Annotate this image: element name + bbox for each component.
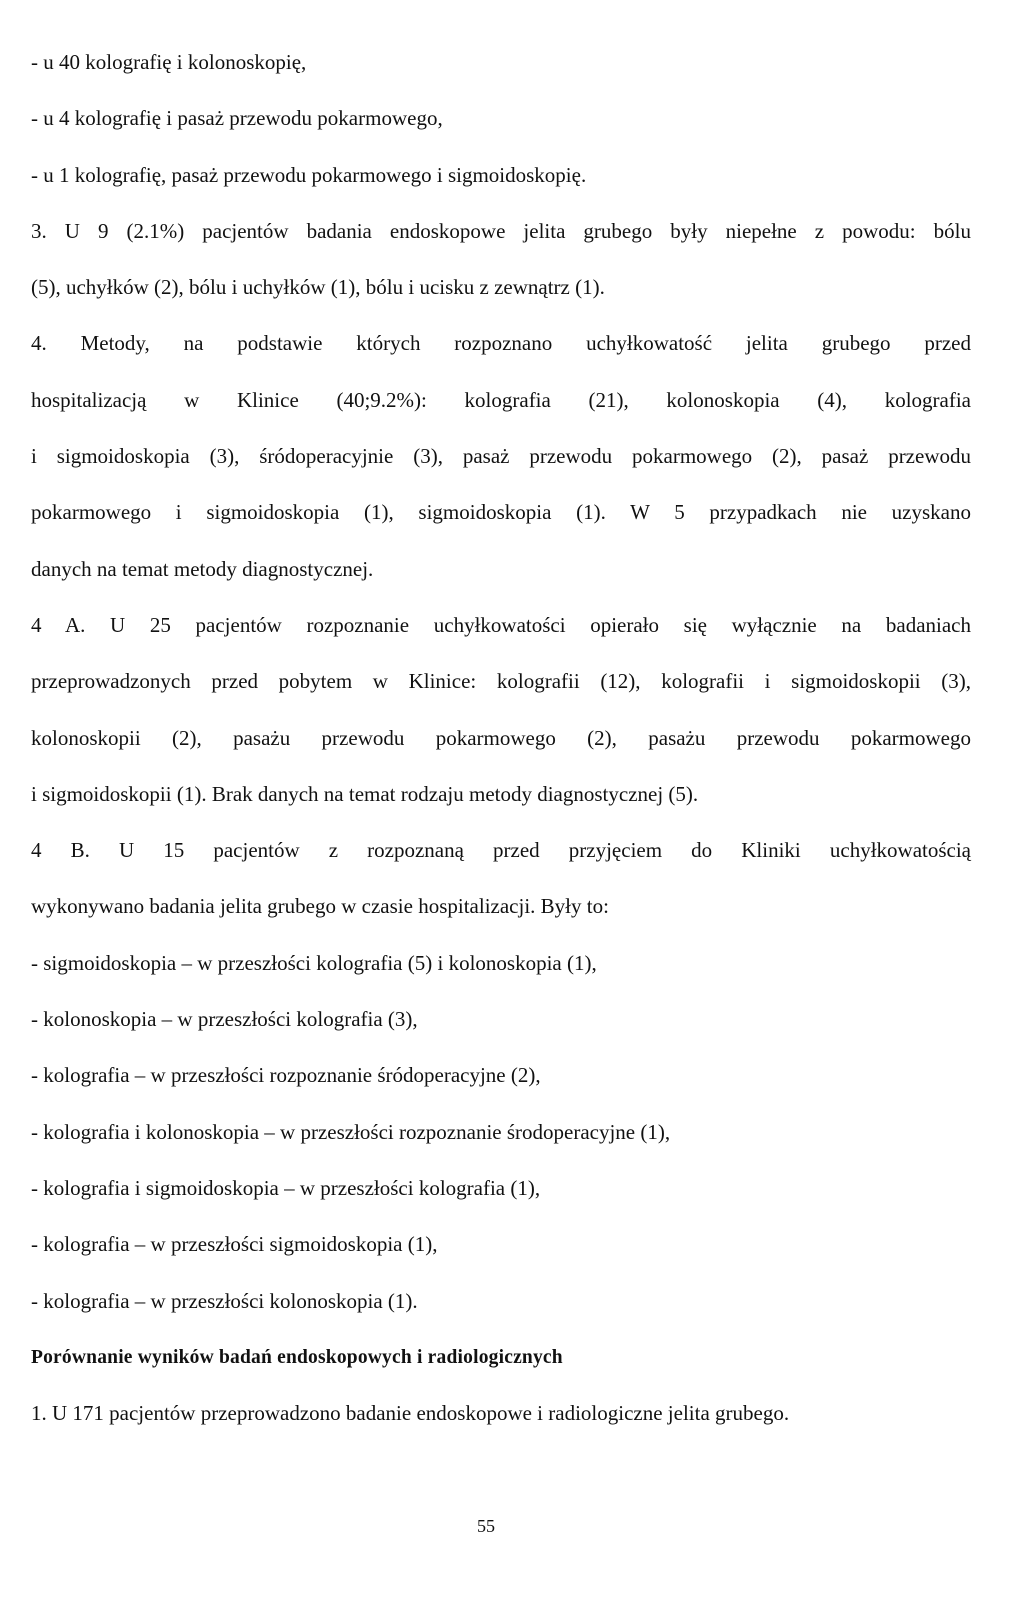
text-line: (5), uchyłków (2), bólu i uchyłków (1), bólu i ucisku z zewnątrz (1).	[31, 275, 605, 300]
text-line: 4. Metody, na podstawie których rozpoznano uchyłkowatość jelita grubego przed	[31, 331, 971, 356]
body-text	[31, 52, 971, 1312]
text-line: i sigmoidoskopii (1). Brak danych na temat rodzaju metody diagnostycznej (5).	[31, 781, 699, 806]
document-body	[31, 52, 971, 1459]
text-line: 1. U 171 pacjentów przeprowadzono badanie endoskopowe i radiologiczne jelita grubego.	[31, 1401, 790, 1426]
page-number: 55	[477, 1516, 495, 1536]
section-text	[31, 1403, 971, 1424]
text-line: - kolonoskopia – w przeszłości kolografia (3),	[31, 1007, 418, 1032]
section-heading: Porównanie wyników badań endoskopowych i radiologicznych	[31, 1346, 563, 1368]
text-line: 3. U 9 (2.1%) pacjentów badania endoskopowe jelita grubego były niepełne z powodu: bólu	[31, 218, 971, 243]
text-line: 4 B. U 15 pacjentów z rozpoznaną przed przyjęciem do Kliniki uchyłkowatością	[31, 838, 971, 863]
text-line: i sigmoidoskopia (3), śródoperacyjnie (3), pasaż przewodu pokarmowego (2), pasaż przewodu	[31, 444, 971, 469]
text-line: - kolografia i sigmoidoskopia – w przeszłości kolografia (1),	[31, 1175, 541, 1200]
text-line: - kolografia – w przeszłości kolonoskopia (1).	[31, 1288, 418, 1313]
text-line: - u 1 kolografię, pasaż przewodu pokarmowego i sigmoidoskopię.	[31, 162, 587, 187]
text-line: hospitalizacją w Klinice (40;9.2%): kolografia (21), kolonoskopia (4), kolografia	[31, 387, 971, 412]
text-line: - kolografia i kolonoskopia – w przeszłości rozpoznanie środoperacyjne (1),	[31, 1119, 671, 1144]
text-line: - kolografia – w przeszłości rozpoznanie śródoperacyjne (2),	[31, 1063, 541, 1088]
text-line: pokarmowego i sigmoidoskopia (1), sigmoidoskopia (1). W 5 przypadkach nie uzyskano	[31, 500, 971, 525]
text-line: - u 4 kolografię i pasaż przewodu pokarmowego,	[31, 106, 443, 131]
text-line: danych na temat metody diagnostycznej.	[31, 556, 374, 581]
text-line: kolonoskopii (2), pasażu przewodu pokarmowego (2), pasażu przewodu pokarmowego	[31, 725, 971, 750]
text-line: przeprowadzonych przed pobytem w Klinice: kolografii (12), kolografii i sigmoidoskopii (3),	[31, 669, 971, 694]
text-line: - kolografia – w przeszłości sigmoidoskopia (1),	[31, 1232, 438, 1257]
text-line: - sigmoidoskopia – w przeszłości kolografia (5) i kolonoskopia (1),	[31, 950, 597, 975]
text-line: - u 40 kolografię i kolonoskopię,	[31, 50, 307, 74]
text-line: 4 A. U 25 pacjentów rozpoznanie uchyłkowatości opierało się wyłącznie na badaniach	[31, 612, 971, 637]
text-line: wykonywano badania jelita grubego w czasie hospitalizacji. Były to:	[31, 894, 609, 919]
